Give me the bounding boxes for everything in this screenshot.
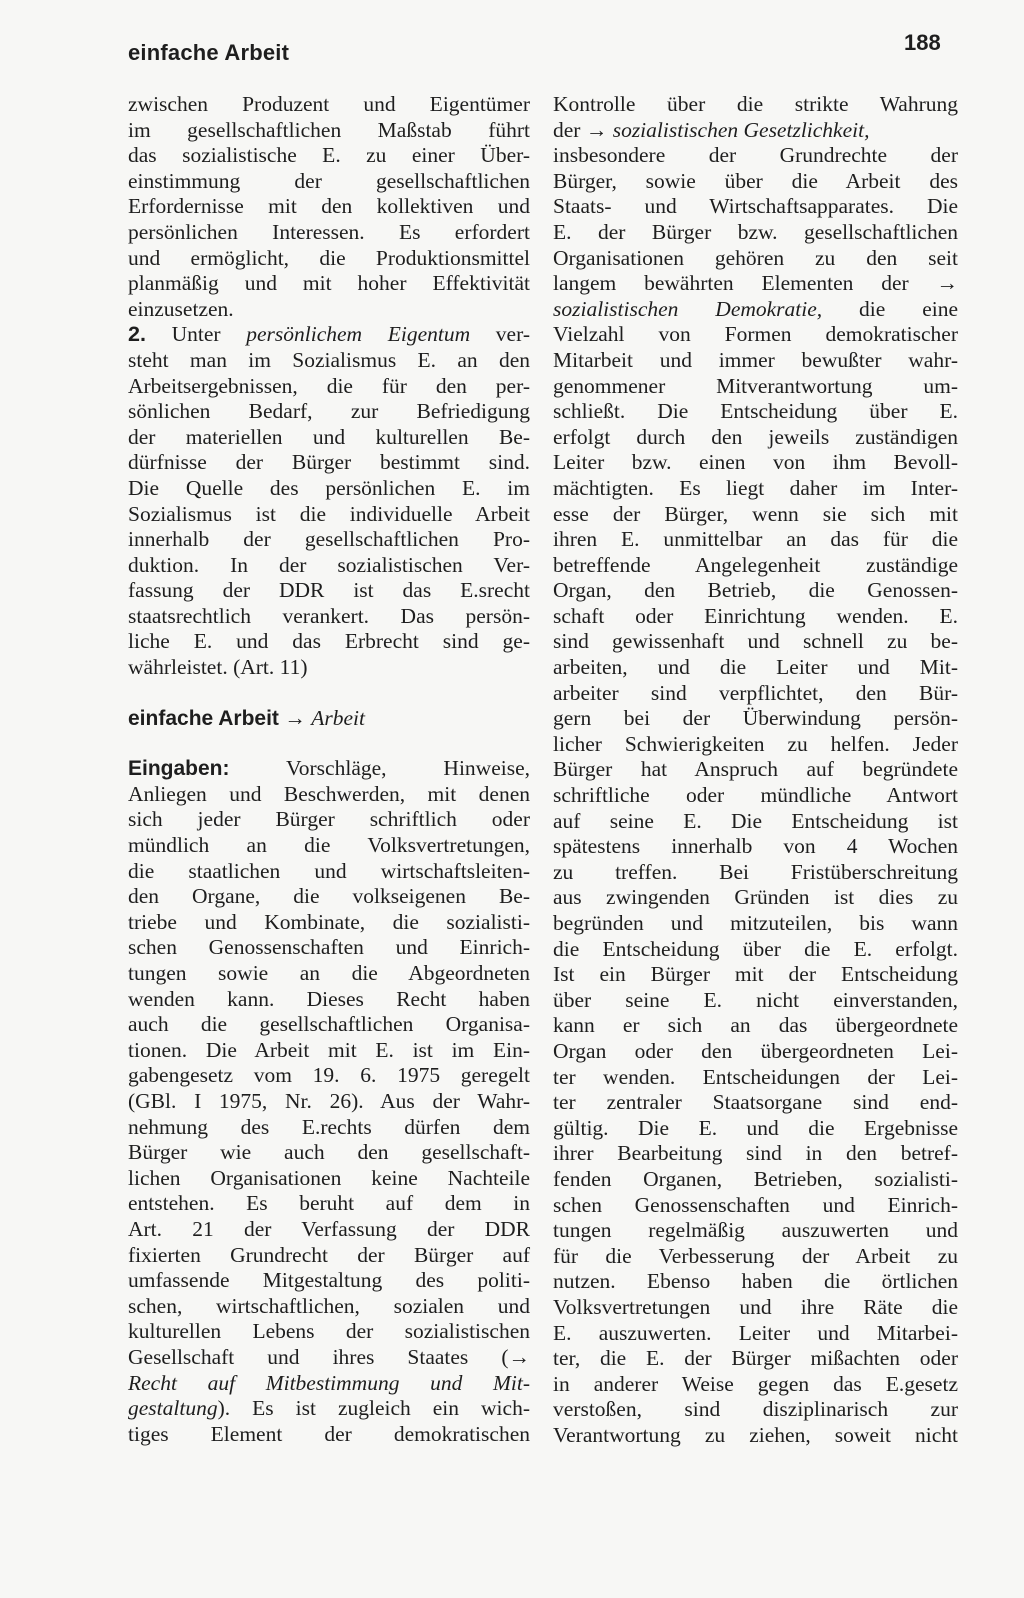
text-line <box>128 1396 530 1422</box>
text-line: Die Quelle des persönlichen E. im <box>128 475 530 500</box>
cross-reference: Recht auf Mitbestimmung und Mit- <box>128 1370 530 1395</box>
text-line: staatsrechtlich verankert. Das persön- <box>128 603 530 628</box>
text-line: (GBl. I 1975, Nr. 26). Aus der Wahr- <box>128 1088 530 1113</box>
text-line: Staats- und Wirtschaftsapparates. Die <box>553 194 958 219</box>
text-line <box>553 297 958 323</box>
text-line: gern bei der Überwindung persön- <box>553 706 958 731</box>
text-run: Vorschläge, Hinweise, <box>229 756 530 781</box>
text-line: Bürger hat Anspruch auf begründete <box>553 757 958 782</box>
text-line: verstoßen, sind disziplinarisch zur <box>553 1397 958 1422</box>
text-line: Mitarbeit und immer bewußter wahr- <box>553 347 958 372</box>
entry-term: einfache Arbeit <box>128 706 279 730</box>
text-line: Gesellschaft und ihres Staates (→ <box>128 1344 530 1369</box>
text-line: schen, wirtschaftlichen, sozialen und <box>128 1293 530 1318</box>
text-line: sind gewissenhaft und schnell zu be- <box>553 629 958 654</box>
text-line: esse der Bürger, wenn sie sich mit <box>553 501 958 526</box>
text-line: gabengesetz vom 19. 6. 1975 geregelt <box>128 1063 530 1088</box>
running-head: einfache Arbeit <box>128 40 290 65</box>
text-line: genommener Mitverantwortung um- <box>553 373 958 398</box>
text-line: licher Schwierigkeiten zu helfen. Jeder <box>553 731 958 756</box>
text-line: Art. 21 der Verfassung der DDR <box>128 1216 530 1241</box>
text-line: sich jeder Bürger schriftlich oder <box>128 807 530 832</box>
text-line: mündlich an die Volksvertretungen, <box>128 833 530 858</box>
text-line: arbeiten, und die Leiter und Mit- <box>553 655 958 680</box>
text-line: mächtigten. Es liegt daher im Inter- <box>553 475 958 500</box>
text-line: planmäßig und mit hoher Effektivität <box>128 271 530 296</box>
arrow-icon: → <box>278 705 312 730</box>
text-line: ter zentraler Staatsorgane sind end- <box>553 1090 958 1115</box>
text-line: ihren E. unmittelbar an das für die <box>553 527 958 552</box>
text-line: Bürger wie auch den gesellschaft- <box>128 1140 530 1165</box>
text-line: nutzen. Ebenso haben die örtlichen <box>553 1269 958 1294</box>
right-column <box>553 92 958 1448</box>
page-number: 188 <box>904 30 941 55</box>
text-line: Verantwortung zu ziehen, soweit nicht <box>553 1422 958 1447</box>
text-line: triebe und Kombinate, die sozialisti- <box>128 909 530 934</box>
text-line: kann er sich an das übergeordnete <box>553 1013 958 1038</box>
text-line: Erfordernisse mit den kollektiven und <box>128 194 530 219</box>
text-line: in anderer Weise gegen das E.gesetz <box>553 1371 958 1396</box>
text-line: fenden Organen, Betrieben, sozialisti- <box>553 1166 958 1191</box>
italic-term: persönlichem Eigentum <box>246 322 471 347</box>
text-run: Unter <box>145 322 247 347</box>
text-line: Anliegen und Beschwerden, mit denen <box>128 781 530 806</box>
text-line: das sozialistische E. zu einer Über- <box>128 143 530 168</box>
text-line: den Organe, die volkseigenen Be- <box>128 884 530 909</box>
text-line: Organ oder den übergeordneten Lei- <box>553 1038 958 1063</box>
text-line <box>553 118 958 144</box>
text-line: die Entscheidung über die E. erfolgt. <box>553 936 958 961</box>
text-line: ter, die E. der Bürger mißachten oder <box>553 1346 958 1371</box>
text-line: arbeiter sind verpflichtet, den Bür- <box>553 680 958 705</box>
text-run: ). Es ist zugleich ein wich- <box>217 1396 530 1421</box>
text-line: ihrer Bearbeitung sind in den betref- <box>553 1141 958 1166</box>
cross-reference: sozialistischen Demokratie, <box>553 296 823 321</box>
text-line: währleistet. (Art. 11) <box>128 655 308 680</box>
text-line: Volksvertretungen und ihre Räte die <box>553 1294 958 1319</box>
text-line: zwischen Produzent und Eigentümer <box>128 92 530 116</box>
text-run: die eine <box>822 296 958 321</box>
text-line: Leiter bzw. einen von ihm Bevoll- <box>553 450 958 475</box>
left-column <box>128 92 530 1447</box>
text-line: Vielzahl von Formen demokratischer <box>553 322 958 347</box>
text-line <box>128 1371 530 1397</box>
text-line: Sozialismus ist die individuelle Arbeit <box>128 501 530 526</box>
text-line: gültig. Die E. und die Ergebnisse <box>553 1115 958 1140</box>
text-line: zu treffen. Bei Fristüberschreitung <box>553 859 958 884</box>
text-line: Organisationen gehören zu den seit <box>553 245 958 270</box>
text-line: Arbeitsergebnissen, die für den per- <box>128 373 530 398</box>
text-line: auf seine E. Die Entscheidung ist <box>553 808 958 833</box>
text-line: insbesondere der Grundrechte der <box>553 143 958 168</box>
text-line: duktion. In der sozialistischen Ver- <box>128 552 530 577</box>
text-line: E. auszuwerten. Leiter und Mitarbei- <box>553 1320 958 1345</box>
text-line: aus zwingenden Gründen ist dies zu <box>553 885 958 910</box>
text-line: liche E. und das Erbrecht sind ge- <box>128 629 530 654</box>
text-line: der materiellen und kulturellen Be- <box>128 424 530 449</box>
text-line: schaft oder Einrichtung wenden. E. <box>553 603 958 628</box>
text-line: dürfnisse der Bürger bestimmt sind. <box>128 450 530 475</box>
text-line: nehmung des E.rechts dürfen dem <box>128 1114 530 1139</box>
text-line: langem bewährten Elementen der → <box>553 271 958 296</box>
text-line: Bürger, sowie über die Arbeit des <box>553 168 958 193</box>
text-line: Ist ein Bürger mit der Entscheidung <box>553 962 958 987</box>
entry-heading <box>128 756 530 782</box>
text-line: kulturellen Lebens der sozialistischen <box>128 1319 530 1344</box>
text-line: einstimmung der gesellschaftlichen <box>128 168 530 193</box>
text-line: tionen. Die Arbeit mit E. ist im Ein- <box>128 1037 530 1062</box>
text-line: Organ, den Betrieb, die Genossen- <box>553 578 958 603</box>
text-run: der → <box>553 117 613 142</box>
text-line: steht man im Sozialismus E. an den <box>128 347 530 372</box>
text-line: einzusetzen. <box>128 296 234 321</box>
text-line: schen Genossenschaften und Einrich- <box>128 935 530 960</box>
text-line: die staatlichen und wirtschaftsleiten- <box>128 858 530 883</box>
text-line: schriftliche oder mündliche Antwort <box>553 783 958 808</box>
text-line: tungen sowie an die Abgeordneten <box>128 961 530 985</box>
text-line: und ermöglicht, die Produktionsmittel <box>128 245 530 270</box>
text-line: über seine E. nicht einverstanden, <box>553 987 958 1012</box>
text-line: wenden kann. Dieses Recht haben <box>128 986 530 1011</box>
text-line: ter wenden. Entscheidungen der Lei- <box>553 1064 958 1089</box>
text-line <box>128 322 530 348</box>
text-line: fixierten Grundrecht der Bürger auf <box>128 1242 530 1267</box>
text-line: tiges Element der demokratischen <box>128 1421 530 1446</box>
text-line: E. der Bürger bzw. gesellschaftlichen <box>553 219 958 244</box>
text-line: lichen Organisationen keine Nachteile <box>128 1165 530 1190</box>
section-number: 2. <box>128 322 146 347</box>
text-line: entstehen. Es beruht auf dem in <box>128 1191 530 1216</box>
cross-reference: sozialistischen Gesetzlichkeit, <box>612 117 870 142</box>
cross-reference: gestaltung <box>128 1396 218 1421</box>
text-line: fassung der DDR ist das E.srecht <box>128 578 530 603</box>
text-line: schen Genossenschaften und Einrich- <box>553 1192 958 1217</box>
text-line: für die Verbesserung der Arbeit zu <box>553 1243 958 1268</box>
text-line: betreffende Angelegenheit zuständige <box>553 552 958 577</box>
text-line: begründen und mitzuteilen, bis wann <box>553 911 958 935</box>
text-line: auch die gesellschaftlichen Organisa- <box>128 1012 530 1037</box>
entry-heading <box>128 706 530 732</box>
text-run: ver- <box>470 322 530 347</box>
text-line: im gesellschaftlichen Maßstab führt <box>128 117 530 142</box>
text-line: innerhalb der gesellschaftlichen Pro- <box>128 527 530 552</box>
text-line: persönlichen Interessen. Es erfordert <box>128 219 530 244</box>
text-line: erfolgt durch den jeweils zuständigen <box>553 424 958 449</box>
text-line: spätestens innerhalb von 4 Wochen <box>553 834 958 859</box>
text-line: tungen regelmäßig auszuwerten und <box>553 1218 958 1243</box>
text-line: Kontrolle über die strikte Wahrung <box>553 92 958 116</box>
text-line: sönlichen Bedarf, zur Befriedigung <box>128 399 530 424</box>
cross-reference: Arbeit <box>311 705 365 730</box>
text-line: umfassende Mitgestaltung des politi- <box>128 1268 530 1293</box>
entry-term: Eingaben: <box>128 757 230 781</box>
text-line: schließt. Die Entscheidung über E. <box>553 399 958 424</box>
